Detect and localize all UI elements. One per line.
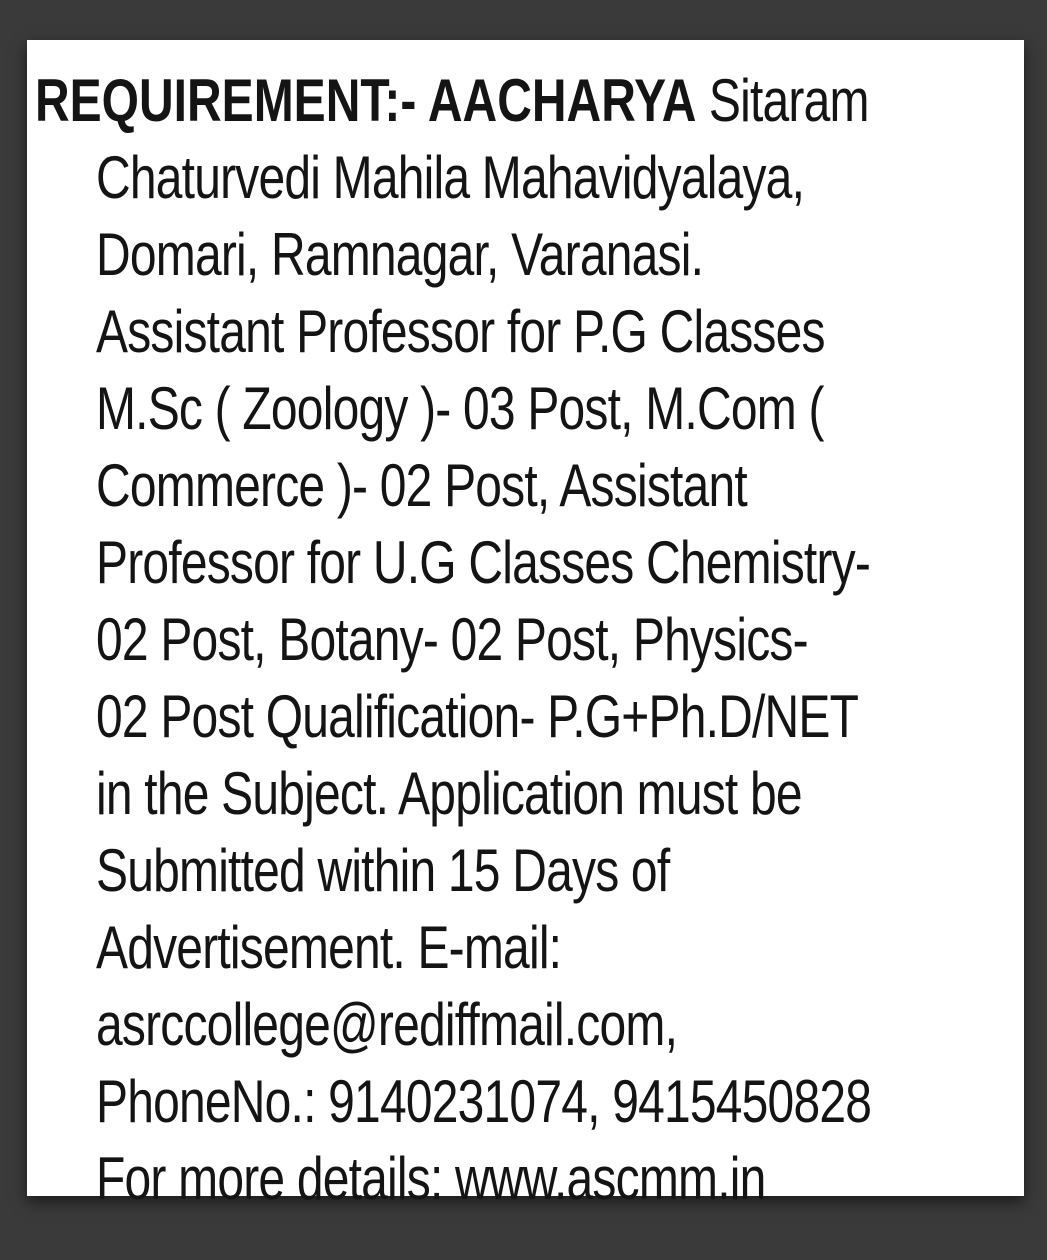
ad-line-phone: PhoneNo.: 9140231074, 9415450828: [96, 1068, 872, 1135]
requirement-heading: REQUIREMENT:- AACHARYA: [35, 67, 697, 134]
ad-line-deadline: Submitted within 15 Days of: [96, 837, 670, 904]
ad-line-email: asrccollege@rediffmail.com,: [96, 991, 678, 1058]
advertisement-card: [27, 40, 1024, 1212]
ad-line-zoology: M.Sc ( Zoology )- 03 Post, M.Com (: [96, 375, 824, 442]
ad-first-line-rest: Sitaram: [696, 67, 869, 134]
ad-first-line: [35, 62, 869, 140]
ad-line-website: For more details: www.ascmm.in: [96, 1145, 766, 1212]
ad-line-college-name: Chaturvedi Mahila Mahavidyalaya,: [96, 144, 805, 211]
ad-line-ug-post: Professor for U.G Classes Chemistry-: [96, 529, 871, 596]
ad-line-pg-post: Assistant Professor for P.G Classes: [96, 298, 825, 365]
ad-line-email-label: Advertisement. E-mail:: [96, 914, 562, 981]
ad-line-qualification: 02 Post Qualification- P.G+Ph.D/NET: [96, 683, 859, 750]
ad-line-application: in the Subject. Application must be: [96, 760, 802, 827]
ad-line-botany-physics: 02 Post, Botany- 02 Post, Physics-: [96, 606, 808, 673]
ad-line-address: Domari, Ramnagar, Varanasi.: [96, 221, 704, 288]
ad-line-commerce: Commerce )- 02 Post, Assistant: [96, 452, 747, 519]
